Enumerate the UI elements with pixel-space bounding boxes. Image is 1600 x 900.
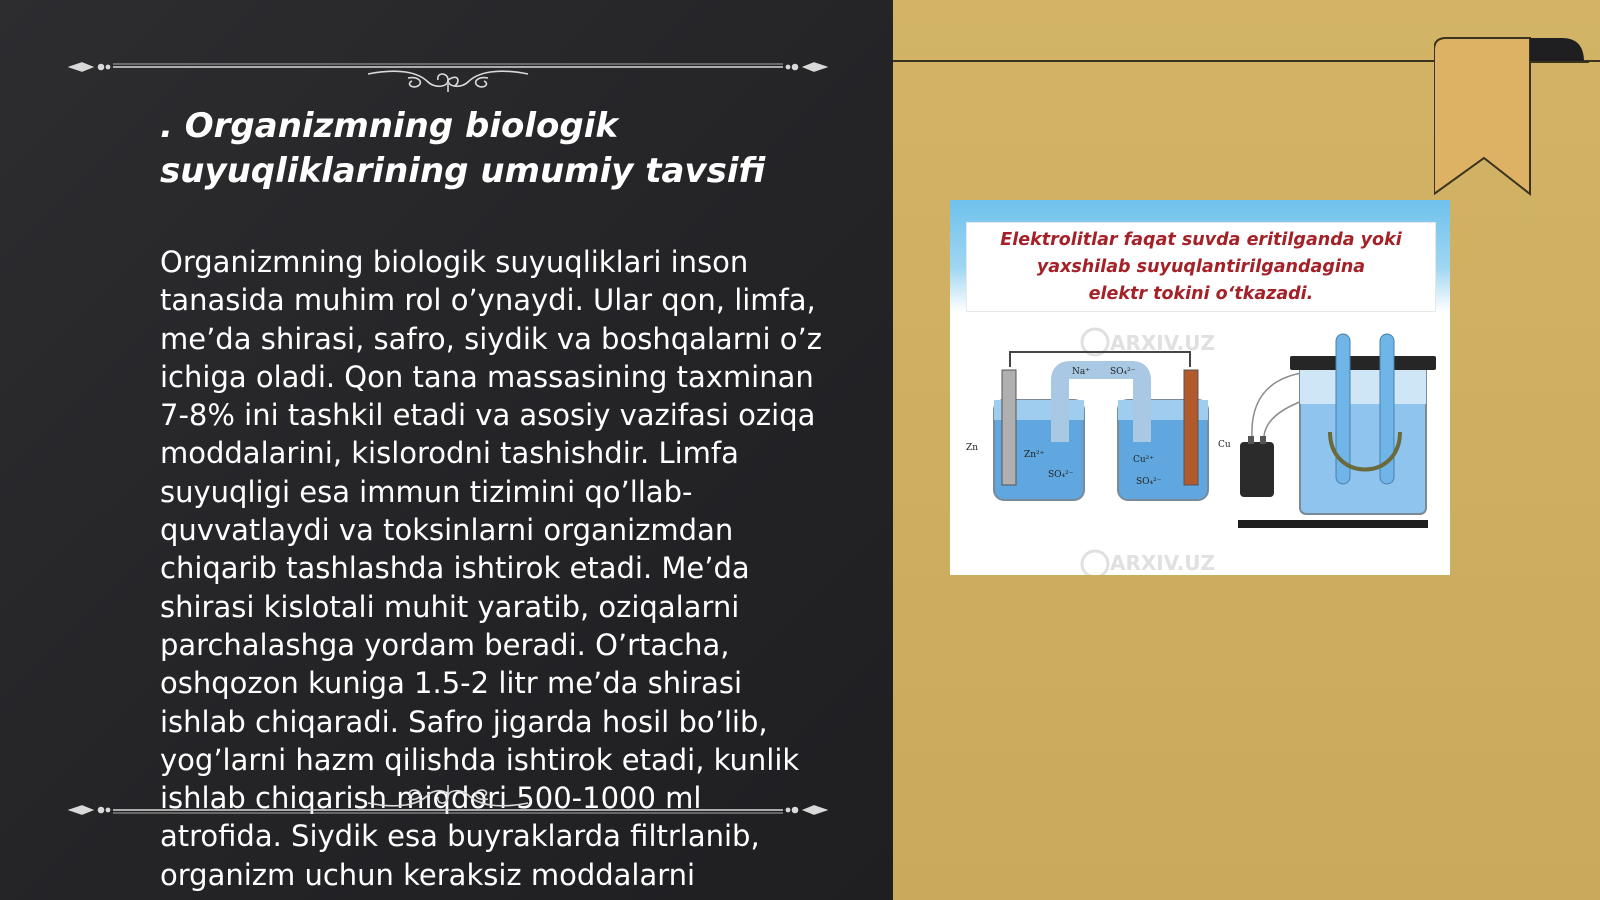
bottom-ornament bbox=[68, 785, 828, 835]
watermark-2: ARXIV.UZ bbox=[1110, 551, 1215, 575]
bridge-na-label: Na⁺ bbox=[1072, 367, 1090, 377]
figure-caption: Elektrolitlar faqat suvda eritilganda yoki yaxshilab suyuqlantirilgandagina elektr tokini o‘tkazadi. bbox=[1000, 229, 1402, 304]
watermark-1: ARXIV.UZ bbox=[1110, 331, 1215, 355]
slide-body-text: Organizmning biologik suyuqliklari inson tanasida muhim rol o’ynaydi. Ular qon, limfa, me’da shirasi, safro, siydik va boshqalarni o’z ichiga oladi. Qon tana massasining taxminan 7-8% ini tashkil etadi va asosiy vazifasi oziqa moddalarini, kislorodni tashishdir. Limfa suyuqligi esa immun tizimini qo’llab- quvvatlaydi va toksinlarni organizmdan chiqarib tashlashda ishtirok etadi. Me’da shirasi kislotali muhit yaratib, oziqalarni parchalashga yordam beradi. O’rtacha, oshqozon kuniga 1.5-2 litr me’da shirasi ishlab chiqaradi. Safro jigarda hosil bo’lib, yog’larni hazm qilishda ishtirok etadi, kunlik ishlab chiqarish miqdori 500-1000 ml atrofida. Siydik esa buyraklarda filtrlanib, organizm uchun keraksiz moddalarni bbox=[160, 245, 822, 892]
electrolysis-figure bbox=[950, 200, 1450, 575]
slide-title: . Organizmning biologik suyuqliklarining umumiy tavsifi bbox=[160, 106, 766, 191]
cu-label: Cu bbox=[1218, 440, 1231, 450]
bridge-so4-label: SO₄²⁻ bbox=[1110, 367, 1136, 377]
caption-box bbox=[966, 222, 1436, 312]
electrolysis-cell bbox=[1218, 334, 1436, 528]
bookmark-icon bbox=[1434, 34, 1589, 204]
zn-ion-label: Zn²⁺ bbox=[1024, 450, 1045, 460]
figure-header bbox=[950, 200, 1450, 312]
zn-label: Zn bbox=[966, 443, 979, 453]
top-ornament bbox=[68, 42, 828, 92]
so4-left-label: SO₄²⁻ bbox=[1048, 470, 1074, 480]
so4-right-label: SO₄²⁻ bbox=[1136, 477, 1162, 487]
cu-ion-label: Cu²⁺ bbox=[1133, 455, 1155, 465]
galvanic-cell bbox=[966, 352, 1208, 500]
electrolysis-illustration bbox=[950, 312, 1450, 575]
